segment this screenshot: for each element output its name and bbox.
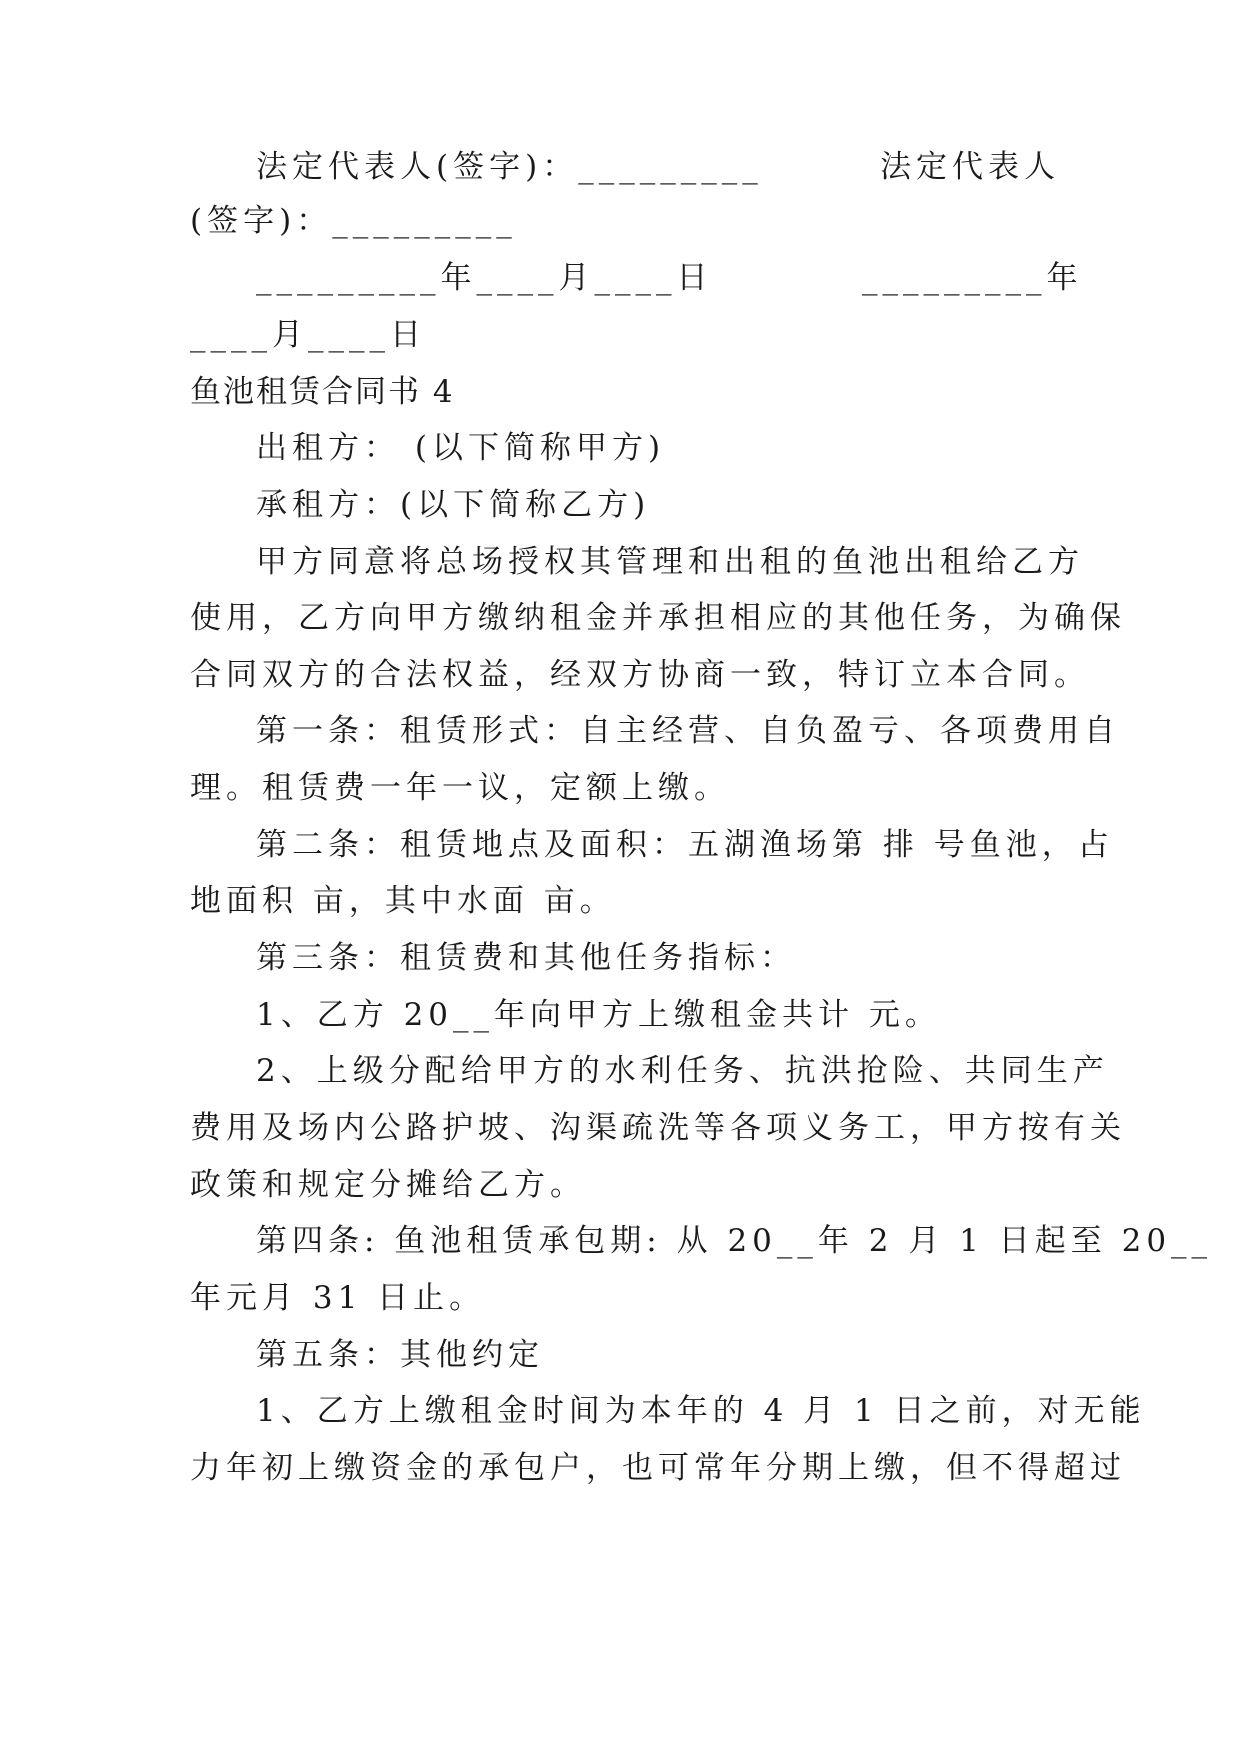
article3-title: 第三条：租赁费和其他任务指标：: [256, 940, 796, 976]
signature-line-left: 法定代表人(签字)：_________: [256, 149, 763, 185]
article5-title: 第五条：其他约定: [256, 1337, 544, 1373]
contract-title: 鱼池租赁合同书 4: [190, 374, 455, 410]
article1-line-1: 第一条：租赁形式：自主经营、自负盈亏、各项费用自: [256, 713, 1120, 749]
signature-line-right: 法定代表人: [880, 149, 1060, 185]
article3-item1: 1、乙方 20__年向甲方上缴租金共计 元。: [256, 997, 941, 1033]
article4-line-1: 第四条: 鱼池租赁承包期: 从 20__年 2 月 1 日起至 20__: [256, 1223, 1213, 1259]
article3-item2-line-2: 费用及场内公路护坡、沟渠疏洗等各项义务工，甲方按有关: [190, 1110, 1126, 1146]
article3-item2-line-1: 2、上级分配给甲方的水利任务、抗洪抢险、共同生产: [256, 1053, 1109, 1089]
article2-line-2: 地面积 亩，其中水面 亩。: [190, 883, 616, 919]
article5-item1-line-2: 力年初上缴资金的承包户，也可常年分期上缴，但不得超过: [190, 1450, 1126, 1486]
intro-line-2: 使用，乙方向甲方缴纳租金并承担相应的其他任务，为确保: [190, 600, 1126, 636]
article1-line-2: 理。租赁费一年一议，定额上缴。: [190, 770, 730, 806]
lessor-line: 出租方： (以下简称甲方): [256, 430, 666, 466]
date-line-left: _________年____月____日: [256, 260, 713, 296]
date-line-right: _________年: [862, 260, 1083, 296]
article3-item2-line-3: 政策和规定分摊给乙方。: [190, 1167, 586, 1203]
intro-line-3: 合同双方的合法权益，经双方协商一致，特订立本合同。: [190, 657, 1090, 693]
signature-line-continued: (签字)：_________: [190, 203, 517, 239]
article2-line-1: 第二条：租赁地点及面积：五湖渔场第 排 号鱼池，占: [256, 827, 1114, 863]
intro-line-1: 甲方同意将总场授权其管理和出租的鱼池出租给乙方: [256, 544, 1084, 580]
article4-line-2: 年元月 31 日止。: [190, 1280, 486, 1316]
date-line-continued: ____月____日: [190, 317, 426, 353]
lessee-line: 承租方：(以下简称乙方): [256, 487, 651, 523]
article5-item1-line-1: 1、乙方上缴租金时间为本年的 4 月 1 日之前，对无能: [256, 1393, 1146, 1429]
